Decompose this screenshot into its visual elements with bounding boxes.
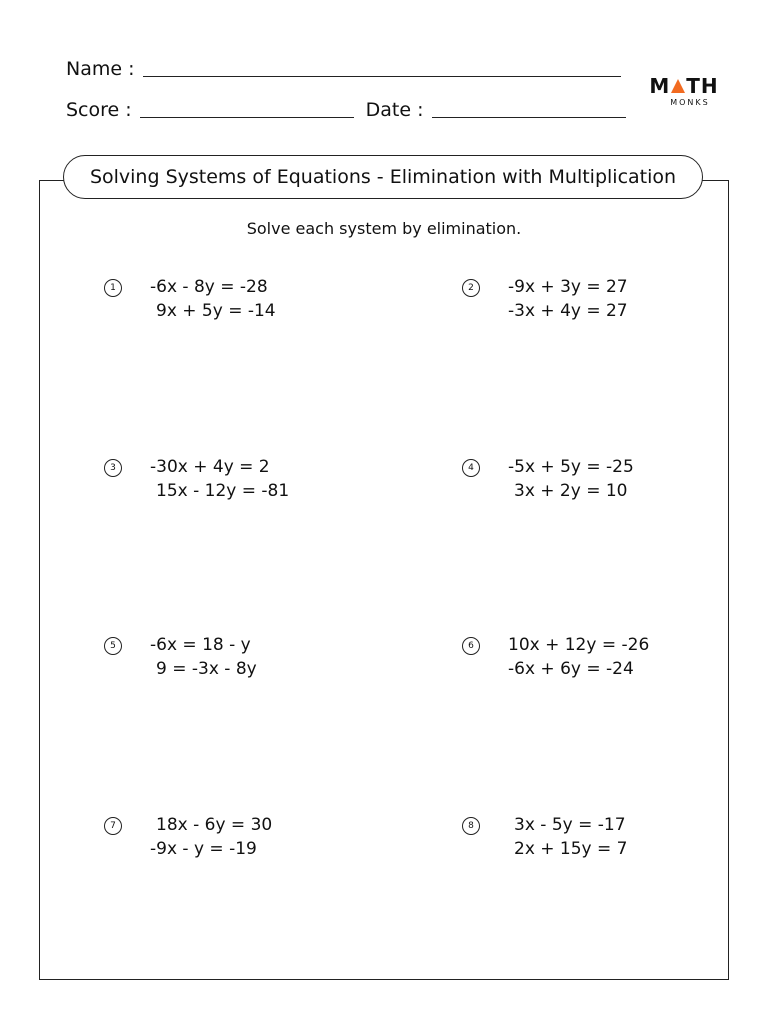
- problem-number-badge: 4: [462, 459, 480, 477]
- problem-1: [104, 275, 276, 323]
- equation-2: -9x - y = -19: [150, 839, 257, 859]
- problem-4: [462, 455, 634, 503]
- equation-1: -30x + 4y = 2: [150, 457, 270, 477]
- problem-number-badge: 1: [104, 279, 122, 297]
- logo-triangle-icon: [671, 79, 685, 93]
- name-blank-line[interactable]: [143, 76, 621, 77]
- equation-system: [150, 633, 257, 681]
- math-monks-logo: [648, 76, 720, 107]
- instructions: Solve each system by elimination.: [246, 219, 522, 238]
- equation-1: -5x + 5y = -25: [508, 457, 634, 477]
- equation-system: [508, 275, 628, 323]
- score-label: Score :: [66, 99, 132, 121]
- problem-5: [104, 633, 257, 681]
- logo-wordmark: [648, 76, 720, 96]
- equation-system: [508, 813, 628, 861]
- equation-2: -6x + 6y = -24: [508, 659, 634, 679]
- equation-2: -3x + 4y = 27: [508, 301, 628, 321]
- equation-1: 18x - 6y = 30: [156, 815, 273, 835]
- problem-number-badge: 3: [104, 459, 122, 477]
- equation-1: -9x + 3y = 27: [508, 277, 628, 297]
- equation-system: [508, 455, 634, 503]
- equation-2: 9 = -3x - 8y: [156, 659, 257, 679]
- logo-letters-th: TH: [686, 74, 719, 98]
- problem-number-badge: 5: [104, 637, 122, 655]
- name-field-row: [66, 60, 621, 79]
- problem-8: [462, 813, 628, 861]
- problem-number-badge: 8: [462, 817, 480, 835]
- equation-2: 3x + 2y = 10: [514, 481, 628, 501]
- problem-number-badge: 7: [104, 817, 122, 835]
- problem-2: [462, 275, 628, 323]
- equation-1: 10x + 12y = -26: [508, 635, 650, 655]
- logo-letter-m: M: [649, 74, 671, 98]
- equation-2: 2x + 15y = 7: [514, 839, 628, 859]
- equation-system: [150, 813, 272, 861]
- worksheet-title-text: Solving Systems of Equations - Elimination with Multiplication: [89, 166, 677, 188]
- date-label: Date :: [365, 99, 424, 121]
- score-blank-line[interactable]: [140, 117, 354, 118]
- date-blank-line[interactable]: [432, 117, 626, 118]
- equation-1: 3x - 5y = -17: [514, 815, 626, 835]
- problem-6: [462, 633, 649, 681]
- problem-number-badge: 2: [462, 279, 480, 297]
- worksheet-title: [63, 155, 703, 199]
- score-date-row: [66, 101, 626, 120]
- logo-subtitle: MONKS: [670, 98, 710, 107]
- equation-1: -6x - 8y = -28: [150, 277, 268, 297]
- equation-1: -6x = 18 - y: [150, 635, 251, 655]
- problem-7: [104, 813, 272, 861]
- problem-number-badge: 6: [462, 637, 480, 655]
- equation-2: 9x + 5y = -14: [156, 301, 276, 321]
- equation-system: [150, 275, 276, 323]
- problem-3: [104, 455, 289, 503]
- equation-2: 15x - 12y = -81: [156, 481, 290, 501]
- equation-system: [508, 633, 649, 681]
- equation-system: [150, 455, 289, 503]
- name-label: Name :: [66, 58, 135, 80]
